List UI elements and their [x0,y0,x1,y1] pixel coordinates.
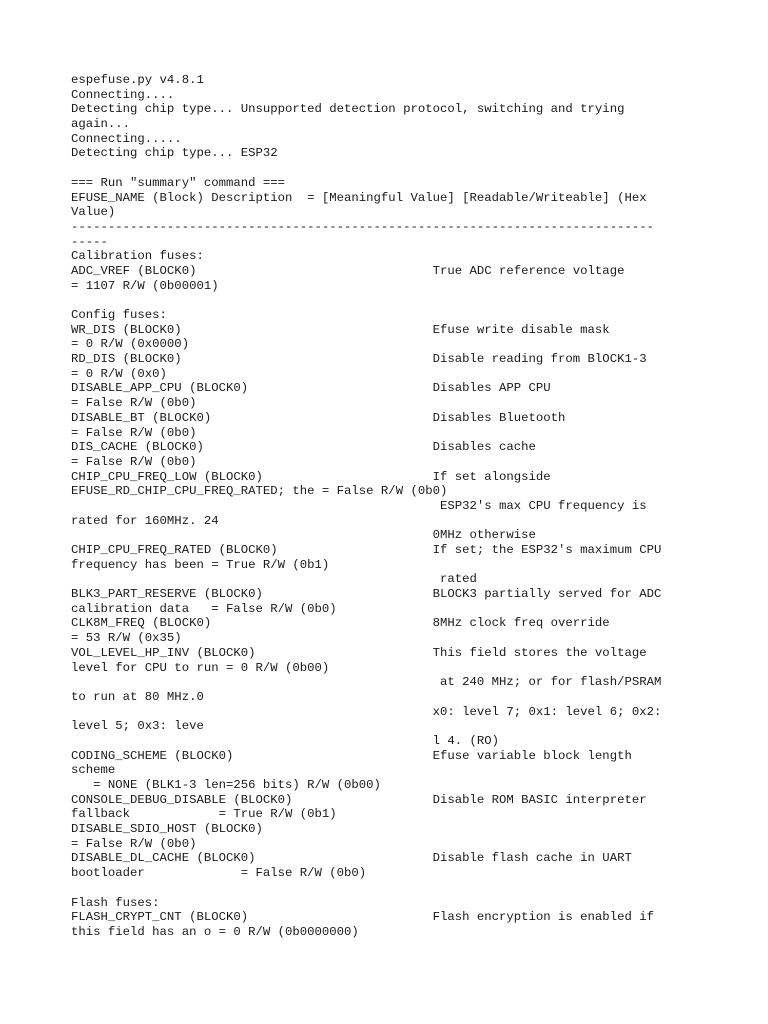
fuse-description: scheme [71,763,116,778]
text-line: again... [71,117,131,132]
fuse-description: at 240 MHz; or for flash/PSRAM [71,675,662,690]
fuse-entry: RD_DIS (BLOCK0) Disable reading from BlOCK1-3 [71,352,647,367]
fuse-value: fallback = True R/W (0b1) [71,807,337,822]
fuse-value: = 1107 R/W (0b00001) [71,278,219,293]
fuse-description: to run at 80 MHz.0 [71,689,204,704]
fuse-description: x0: level 7; 0x1: level 6; 0x2: [71,704,662,719]
fuse-entry: ADC_VREF (BLOCK0) True ADC reference voltage [71,263,625,278]
text-line: Detecting chip type... Unsupported detection protocol, switching and trying [71,102,625,117]
fuse-entry: DISABLE_DL_CACHE (BLOCK0) Disable flash cache in UART [71,851,632,866]
fuse-description: level 5; 0x3: leve [71,719,204,734]
text-line: Detecting chip type... ESP32 [71,146,278,161]
blank-line [71,161,711,176]
fuse-entry: CHIP_CPU_FREQ_LOW (BLOCK0) If set alongside [71,469,551,484]
fuse-entry: BLK3_PART_RESERVE (BLOCK0) BLOCK3 partially served for ADC [71,587,662,602]
fuse-value: = NONE (BLK1-3 len=256 bits) R/W (0b00) [71,778,381,792]
fuse-entry: CONSOLE_DEBUG_DISABLE (BLOCK0) Disable ROM BASIC interpreter [71,792,647,807]
fuse-value: bootloader = False R/W (0b0) [71,866,367,881]
fuse-value: this field has an o = 0 R/W (0b0000000) [71,924,359,939]
fuse-entry: VOL_LEVEL_HP_INV (BLOCK0) This field stores the voltage [71,645,647,660]
fuse-description: 0MHz otherwise [71,528,536,543]
text-line: espefuse.py v4.8.1 [71,73,204,87]
terminal-output-document [71,73,711,940]
fuse-entry: DISABLE_BT (BLOCK0) Disables Bluetooth [71,410,566,425]
fuse-description: rated [71,572,477,587]
fuse-description: ESP32's max CPU frequency is [71,498,647,513]
fuse-entry: FLASH_CRYPT_CNT (BLOCK0) Flash encryption is enabled if [71,910,654,925]
fuse-value: = 53 R/W (0x35) [71,631,182,646]
fuse-entry: DISABLE_SDIO_HOST (BLOCK0) [71,822,263,837]
fuse-value: = 0 R/W (0x0000) [71,337,190,352]
separator-line: ------------------------------------------------------------------------------- [71,219,654,234]
fuse-value: = False R/W (0b0) [71,396,197,411]
fuse-description: l 4. (RO) [71,733,500,748]
blank-line [71,293,711,308]
column-header: EFUSE_NAME (Block) Description = [Meaningful Value] [Readable/Writeable] (Hex [71,190,647,205]
section-heading: === Run "summary" command === [71,175,286,190]
fuse-value: = False R/W (0b0) [71,454,197,469]
text-line: Connecting.... [71,87,175,102]
fuse-value: calibration data = False R/W (0b0) [71,601,337,616]
text-line: Connecting..... [71,131,182,146]
fuse-entry: CHIP_CPU_FREQ_RATED (BLOCK0) If set; the ESP32's maximum CPU [71,543,662,557]
fuse-value: = False R/W (0b0) [71,425,197,440]
fuse-entry: DIS_CACHE (BLOCK0) Disables cache [71,440,536,455]
fuse-description: rated for 160MHz. 24 [71,513,219,528]
fuse-value: = 0 R/W (0x0) [71,366,167,381]
fuse-entry: DISABLE_APP_CPU (BLOCK0) Disables APP CPU [71,381,551,396]
fuse-entry: CODING_SCHEME (BLOCK0) Efuse variable block length [71,748,632,763]
blank-line [71,881,711,896]
fuse-value: frequency has been = True R/W (0b1) [71,557,330,572]
fuse-entry: WR_DIS (BLOCK0) Efuse write disable mask [71,322,610,337]
fuse-entry: CLK8M_FREQ (BLOCK0) 8MHz clock freq override [71,616,610,631]
category-heading: Flash fuses: [71,895,160,910]
category-heading: Config fuses: [71,308,167,322]
category-heading: Calibration fuses: [71,249,204,264]
fuse-value: level for CPU to run = 0 R/W (0b00) [71,660,330,675]
fuse-value: EFUSE_RD_CHIP_CPU_FREQ_RATED; the = False R/W (0b0) [71,484,448,499]
separator-line: ----- [71,234,108,249]
column-header: Value) [71,205,116,220]
fuse-value: = False R/W (0b0) [71,836,197,851]
